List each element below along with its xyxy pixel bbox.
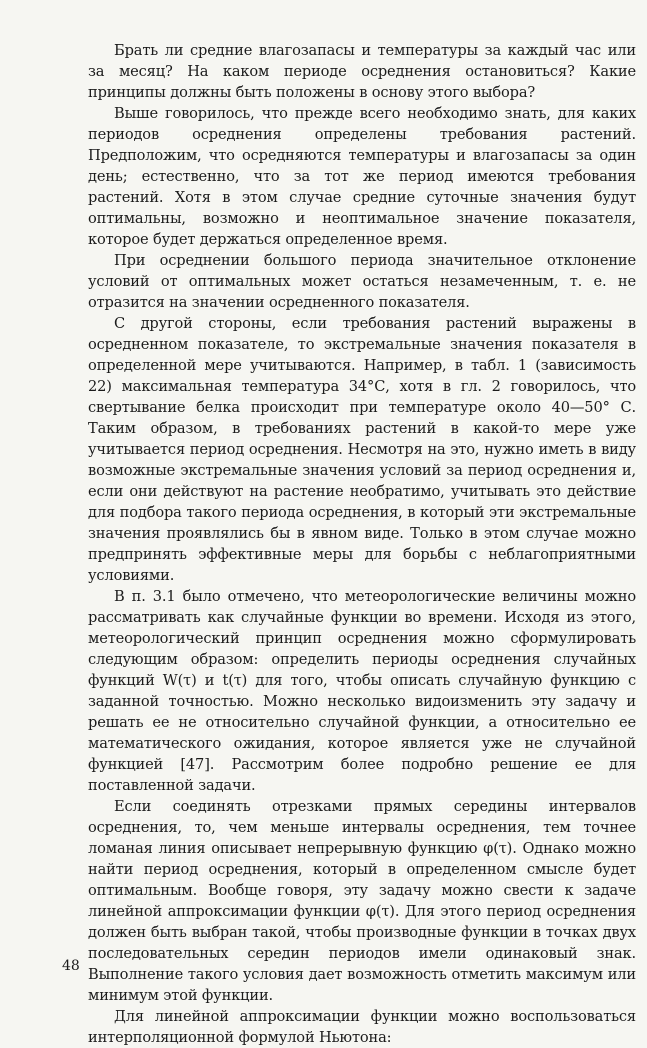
paragraph-3: При осреднении большого периода значительное отклонение условий от оптимальных может остаться незамеченным, т. е. не отразится на значении осредненного показателя. bbox=[88, 252, 636, 311]
paragraph-7: Для линейной аппроксимации функции можно воспользоваться интерполяционной формулой Ньютона: bbox=[88, 1008, 636, 1046]
paragraph-6: Если соединять отрезками прямых середины интервалов осреднения, то, чем меньше интервалы осреднения, тем точнее ломаная линия описывает непрерывную функцию φ(τ). Однако можно найти период осреднения, который в определенном смысле будет оптимальным. Вообще говоря, эту задачу можно свести к задаче линейной аппроксимации функции φ(τ). Для этого период осреднения должен быть выбран такой, чтобы производные функции в точках двух последовательных середин периодов имели одинаковый знак. Выполнение такого условия дает возможность отметить максимум или минимум этой функции. bbox=[88, 798, 636, 1004]
page-number: 48 bbox=[62, 958, 80, 974]
page-body bbox=[88, 40, 636, 1048]
paragraph-1: Брать ли средние влагозапасы и температуры за каждый час или за месяц? На каком периоде осреднения остановиться? Какие принципы должны быть положены в основу этого выбора? bbox=[88, 42, 636, 101]
paragraph-4: С другой стороны, если требования растений выражены в осредненном показателе, то экстремальные значения показателя в определенной мере учитываются. Например, в табл. 1 (зависимость 22) максимальная температура 34°С, хотя в гл. 2 говорилось, что свертывание белка происходит при температуре около 40—50° С. Таким образом, в требованиях растений в какой-то мере уже учитывается период осреднения. Несмотря на это, нужно иметь в виду возможные экстремальные значения условий за период осреднения и, если они действуют на растение необратимо, учитывать это действие для подбора такого периода осреднения, в который эти экстремальные значения проявлялись бы в явном виде. Только в этом случае можно предпринять эффективные меры для борьбы с неблагоприятными условиями. bbox=[88, 315, 636, 584]
paragraph-2: Выше говорилось, что прежде всего необходимо знать, для каких периодов осреднения определены требования растений. Предположим, что осредняются температуры и влагозапасы за один день; естественно, что за тот же период имеются требования растений. Хотя в этом случае средние суточные значения будут оптимальны, возможно и неоптимальное значение показателя, которое будет держаться определенное время. bbox=[88, 105, 636, 248]
paragraph-5: В п. 3.1 было отмечено, что метеорологические величины можно рассматривать как случайные функции во времени. Исходя из этого, метеорологический принцип осреднения можно сформулировать следующим образом: определить периоды осреднения случайных функций W(τ) и t(τ) для того, чтобы описать случайную функцию с заданной точностью. Можно несколько видоизменить эту задачу и решать ее не относительно случайной функции, а относительно ее математического ожидания, которое является уже не случайной функцией [47]. Рассмотрим более подробно решение ее для поставленной задачи. bbox=[88, 588, 636, 794]
